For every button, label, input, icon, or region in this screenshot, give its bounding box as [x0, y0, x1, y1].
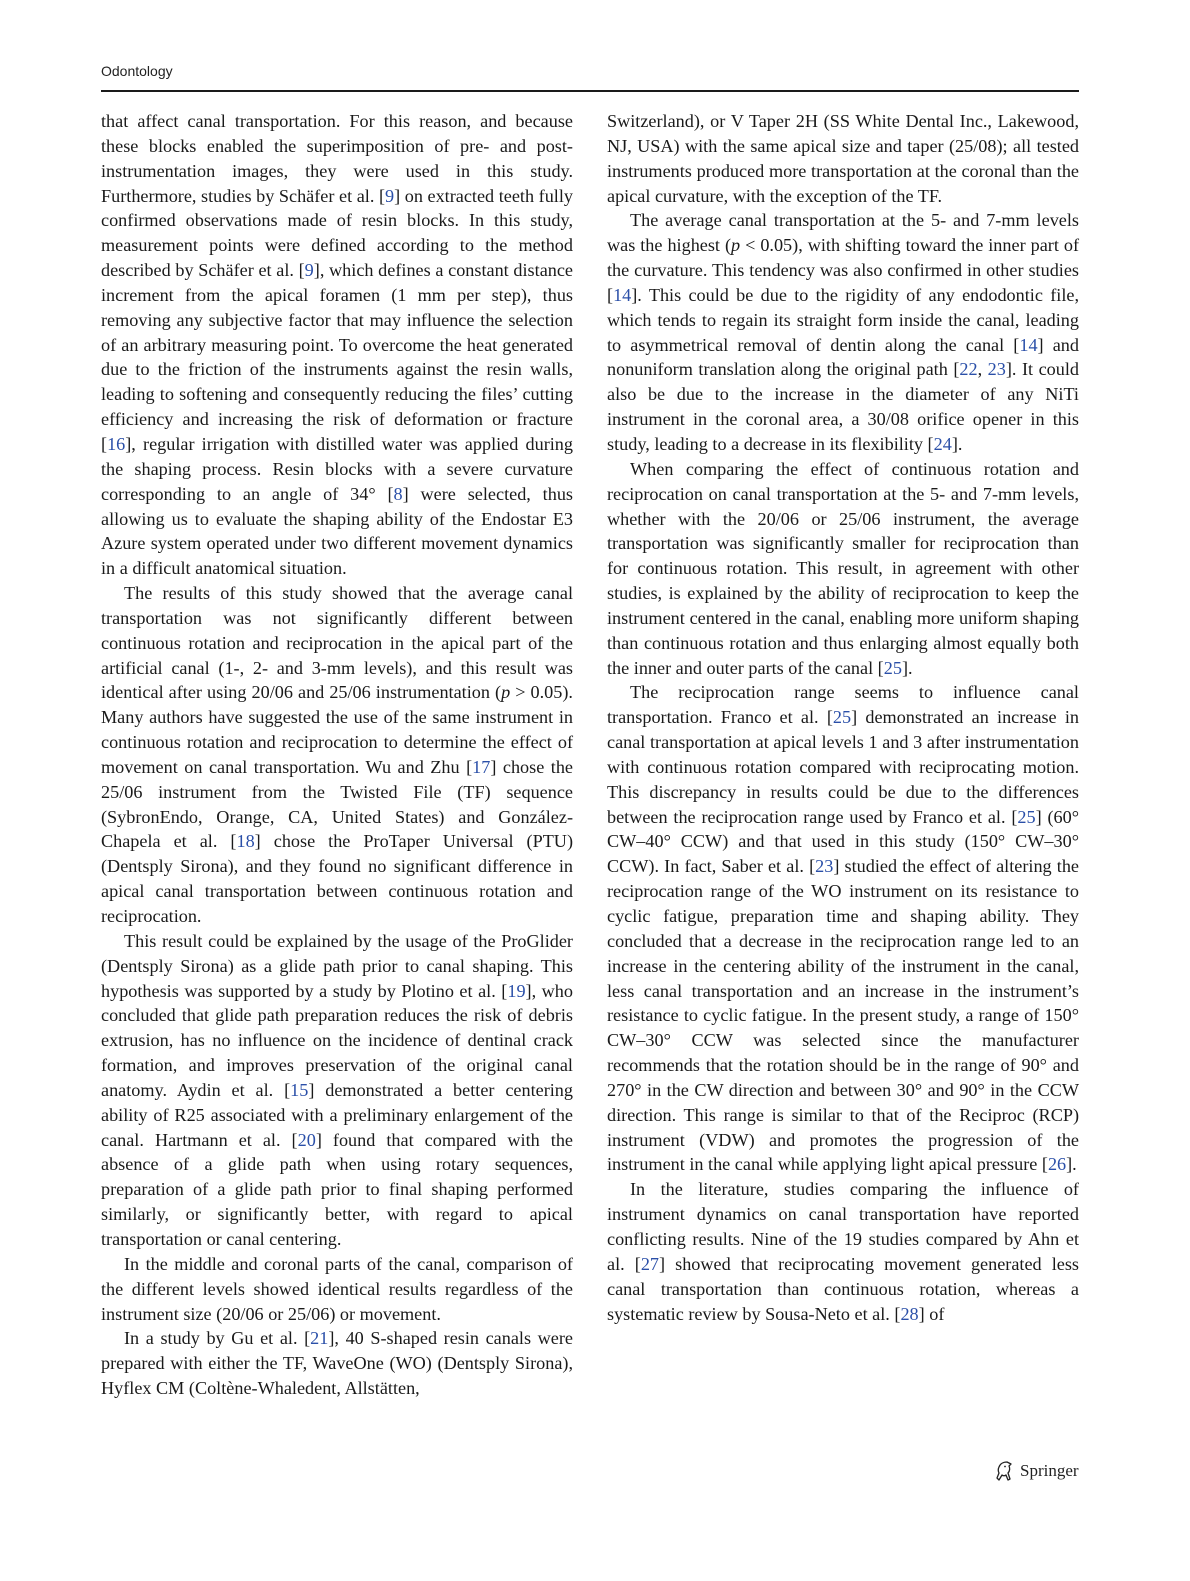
citation-link[interactable]: 18: [236, 831, 255, 852]
text-run: ].: [901, 657, 913, 678]
paragraph: [607, 1177, 1079, 1326]
citation-link[interactable]: 9: [385, 185, 395, 206]
text-run: When comparing the effect of continuous rotation and reciprocation on canal transportation at the 5- and 7-mm levels, whether with the 20/06 or 25/06 instrument, the average transportation was significantly smaller for reciprocation than for continuous rotation. This result, in agreement with other studies, is explained by the ability of reciprocation to keep the instrument centered in the canal, enabling more uniform shaping than continuous rotation and thus enlarging almost equally both the inner and outer parts of the canal [: [607, 458, 1079, 678]
text-run: ].: [1066, 1154, 1077, 1175]
paragraph: [607, 208, 1079, 456]
text-run: > 0.05). Many authors have suggested the use of the same instrument in continuous rotation and reciprocation to determine the effect of movement on canal transportation. Wu and Zhu [: [101, 682, 573, 777]
italic-symbol: p: [501, 682, 511, 703]
citation-link[interactable]: 17: [472, 756, 491, 777]
text-run: Switzerland), or V Taper 2H (SS White Dental Inc., Lakewood, NJ, USA) with the same apical size and taper (25/08); all tested instruments produced more transportation at the coronal than the apical curvature, with the exception of the TF.: [607, 111, 1079, 206]
text-run: In the literature, studies comparing the influence of instrument dynamics on canal transportation have reported conflicting results. Nine of the 19 studies compared by Ahn et al. [: [607, 1179, 1079, 1274]
citation-link[interactable]: 22: [959, 359, 978, 380]
text-run: The average canal transportation at the 5- and 7-mm levels was the highest (: [607, 210, 1079, 256]
publisher-name: Springer: [1020, 1461, 1079, 1480]
citation-link[interactable]: 27: [640, 1253, 659, 1274]
paragraph: [101, 1252, 573, 1327]
text-run: In a study by Gu et al. [: [124, 1328, 311, 1349]
text-run: ] found that compared with the absence of a glide path when using rotary sequences, preparation of a glide path prior to final shaping performed similarly, or significantly better, with regard to apical transportation or canal centering.: [101, 1129, 573, 1249]
citation-link[interactable]: 25: [832, 707, 852, 728]
paragraph: [607, 680, 1079, 1177]
paragraph: [101, 1326, 573, 1401]
citation-link[interactable]: 24: [933, 433, 952, 454]
citation-link[interactable]: 16: [107, 433, 126, 454]
citation-link[interactable]: 23: [815, 856, 834, 877]
paragraph: [607, 109, 1079, 208]
italic-symbol: p: [731, 235, 741, 256]
text-run: ] and nonuniform translation along the original path [: [607, 334, 1079, 380]
citation-link[interactable]: 14: [1019, 334, 1038, 355]
text-run: ] demonstrated a better centering ability of R25 associated with a preliminary enlargement of the canal. Hartmann et al. [: [101, 1079, 573, 1150]
citation-link[interactable]: 25: [883, 657, 902, 678]
text-run: ] demonstrated an increase in canal transportation at apical levels 1 and 3 after instrumentation with continuous rotation compared with reciprocating motion. This discrepancy in results could be due to the differences between the reciprocation range used by Franco et al. [: [607, 707, 1079, 827]
text-run: ].: [951, 433, 963, 454]
text-run: ] chose the ProTaper Universal (PTU) (Dentsply Sirona), and they found no significant difference in apical canal transportation between continuous rotation and reciprocation.: [101, 831, 573, 926]
text-run: ] (60° CW–40° CCW) and that used in this study (150° CW–30° CCW). In fact, Saber et al. [: [607, 806, 1079, 877]
text-run: ], who concluded that glide path preparation reduces the risk of debris extrusion, has no influence on the incidence of dentinal crack formation, and improves preservation of the original canal anatomy. Aydin et al. [: [101, 980, 573, 1100]
left-column: [101, 109, 573, 1401]
springer-horse-icon: [994, 1460, 1014, 1482]
citation-link[interactable]: 9: [304, 260, 314, 281]
citation-link[interactable]: 28: [900, 1303, 919, 1324]
journal-name: Odontology: [101, 63, 173, 79]
text-run: ] chose the 25/06 instrument from the Twisted File (TF) sequence (SybronEndo, Orange, CA, United States) and González-Chapela et al. [: [101, 756, 573, 852]
text-run: In the middle and coronal parts of the canal, comparison of the different levels showed identical results regardless of the instrument size (20/06 or 25/06) or movement.: [101, 1253, 573, 1324]
text-run: This result could be explained by the usage of the ProGlider (Dentsply Sirona) as a glide path prior to canal shaping. This hypothesis was supported by a study by Plotino et al. [: [101, 930, 573, 1001]
text-run: ], 40 S-shaped resin canals were prepared with either the TF, WaveOne (WO) (Dentsply Sirona), Hyflex CM (Coltène-Whaledent, Allstätten,: [101, 1328, 573, 1399]
paragraph: [607, 457, 1079, 681]
text-run: ,: [977, 359, 988, 380]
text-run: < 0.05), with shifting toward the inner part of the curvature. This tendency was also confirmed in other studies [: [607, 235, 1079, 305]
citation-link[interactable]: 21: [310, 1328, 329, 1349]
text-run: ] were selected, thus allowing us to evaluate the shaping ability of the Endostar E3 Azure system operated under two different movement dynamics in a difficult anatomical situation.: [101, 483, 574, 579]
paragraph: [101, 581, 573, 929]
text-run: ] on extracted teeth fully confirmed observations made of resin blocks. In this study, measurement points were defined according to the method described by Schäfer et al. [: [101, 185, 573, 281]
text-run: The reciprocation range seems to influence canal transportation. Franco et al. [: [607, 682, 1079, 728]
paragraph: [101, 929, 573, 1252]
citation-link[interactable]: 20: [297, 1129, 316, 1150]
text-run: ]. This could be due to the rigidity of any endodontic file, which tends to regain its straight form inside the canal, leading to asymmetrical removal of dentin along the canal [: [607, 284, 1079, 355]
text-run: ] of: [918, 1303, 945, 1324]
text-run: that affect canal transportation. For this reason, and because these blocks enabled the superimposition of pre- and post-instrumentation images, they were used in this study. Furthermore, studies by Schäfer et al. [: [101, 111, 573, 206]
text-run: ] showed that reciprocating movement generated less canal transportation than continuous rotation, whereas a systematic review by Sousa-Neto et al. [: [607, 1253, 1079, 1324]
text-run: ]. It could also be due to the increase in the diameter of any NiTi instrument in the coronal area, a 30/08 orifice opener in this study, leading to a decrease in its flexibility [: [607, 359, 1080, 454]
right-column: [607, 109, 1079, 1326]
text-run: The results of this study showed that the average canal transportation was not significantly different between continuous rotation and reciprocation in the apical part of the artificial canal (1-, 2- and 3-mm levels), and this result was identical after using 20/06 and 25/06 instrumentation (: [101, 583, 573, 703]
citation-link[interactable]: 19: [507, 980, 526, 1001]
paragraph: [101, 109, 573, 581]
text-run: ] studied the effect of altering the reciprocation range of the WO instrument on its resistance to cyclic fatigue, preparation time and shaping ability. They concluded that a decrease in the reciprocation range led to an increase in the centering ability of the instrument in the canal, less canal transportation and an increase in the instrument’s resistance to cyclic fatigue. In the present study, a range of 150° CW–30° CCW was selected since the manufacturer recommends that the rotation should be in the range of 90° and 270° in the CW direction and between 30° and 90° in the CCW direction. This range is similar to that of the Reciproc (RCP) instrument (VDW) and promotes the progression of the instrument in the canal while applying light apical pressure [: [607, 856, 1079, 1175]
text-run: ], regular irrigation with distilled water was applied during the shaping process. Resin blocks with a severe curvature corresponding to an angle of 34° [: [101, 433, 573, 504]
citation-link[interactable]: 25: [1017, 806, 1036, 827]
running-header: [101, 58, 1079, 92]
text-run: ], which defines a constant distance increment from the apical foramen (1 mm per step), thus removing any subjective factor that may influence the selection of an arbitrary measuring point. To overcome the heat generated due to the friction of the instruments against the resin walls, leading to softening and consequently reducing the files’ cutting efficiency and increasing the risk of deformation or fracture [: [101, 260, 573, 454]
citation-link[interactable]: 14: [613, 284, 632, 305]
citation-link[interactable]: 26: [1047, 1154, 1067, 1175]
citation-link[interactable]: 15: [290, 1079, 309, 1100]
citation-link[interactable]: 23: [987, 359, 1006, 380]
citation-link[interactable]: 8: [393, 483, 403, 504]
page-footer: [994, 1458, 1079, 1484]
